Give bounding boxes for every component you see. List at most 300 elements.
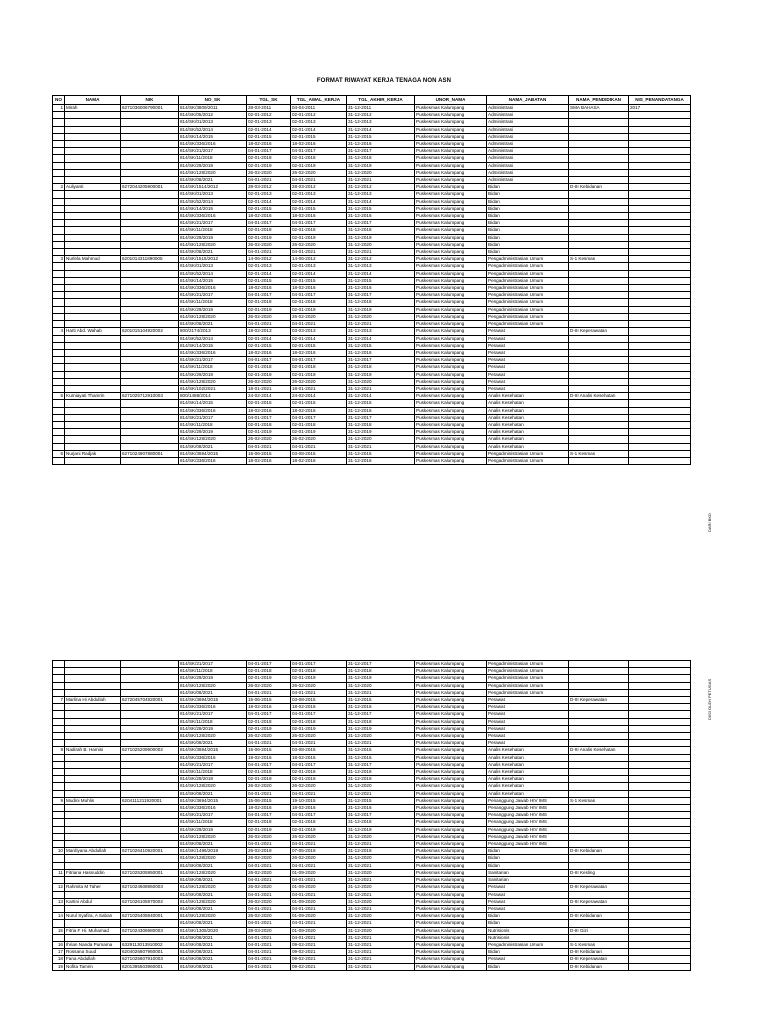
table-cell: 04-01-2017 <box>291 357 347 364</box>
table-cell: Bidan <box>487 249 569 256</box>
table-cell: Puskesmas Kalumpang <box>415 783 487 790</box>
table-cell <box>65 133 121 140</box>
table-cell: 02-01-2019 <box>291 776 347 783</box>
table-cell: 04-01-2021 <box>247 841 291 848</box>
table-cell <box>569 241 629 248</box>
table-cell <box>569 169 629 176</box>
table-cell: 28-03-2020 <box>247 927 291 934</box>
table-cell <box>569 249 629 256</box>
table-cell <box>629 371 691 378</box>
table-cell <box>629 249 691 256</box>
table-cell <box>121 277 179 284</box>
table-cell <box>569 790 629 797</box>
table-cell: 6204026807960001 <box>121 949 179 956</box>
table-cell <box>121 220 179 227</box>
table-cell: D-III Analis Kesehatan <box>569 393 629 400</box>
table-cell: 02-01-2019 <box>291 371 347 378</box>
table-cell <box>53 443 65 450</box>
table-cell <box>65 169 121 176</box>
table-cell: Puskesmas Kalumpang <box>415 689 487 696</box>
table-cell <box>65 220 121 227</box>
table-cell: 814/SK/128/2020 <box>179 869 247 876</box>
table-cell <box>65 342 121 349</box>
table-cell: Analis Kesehatan <box>487 783 569 790</box>
table-cell: Bidan <box>487 949 569 956</box>
table-cell: 814/SK/128/2020 <box>179 169 247 176</box>
table-cell: 814/SK/29/2019 <box>179 776 247 783</box>
table-cell: 814/SK/1496/2019 <box>179 848 247 855</box>
table-cell <box>569 891 629 898</box>
table-cell <box>629 675 691 682</box>
table-cell <box>569 364 629 371</box>
table-cell <box>569 285 629 292</box>
table-cell: Puskesmas Kalumpang <box>415 697 487 704</box>
table-cell: 18-02-2016 <box>291 704 347 711</box>
table-cell: 04-01-2021 <box>247 443 291 450</box>
table-cell: 02-01-2019 <box>291 675 347 682</box>
table-cell <box>629 884 691 891</box>
column-header: NO_SK <box>179 96 247 105</box>
table-cell: 02-01-2019 <box>291 429 347 436</box>
table-cell <box>629 141 691 148</box>
table-cell: 04-01-2021 <box>291 790 347 797</box>
table-cell: Puskesmas Kalumpang <box>415 227 487 234</box>
table-cell: Pengadministrasian Umum <box>487 457 569 464</box>
table-cell: Administrasi <box>487 141 569 148</box>
table-cell <box>121 234 179 241</box>
table-cell: D-III Keperawatan <box>569 328 629 335</box>
table-cell <box>629 256 691 263</box>
table-cell: 814/SK/1305/2020 <box>179 927 247 934</box>
table-cell <box>65 234 121 241</box>
table-cell <box>65 725 121 732</box>
table-cell: 31-12-2021 <box>347 891 415 898</box>
table-cell <box>569 725 629 732</box>
table-cell: 02-01-2019 <box>247 725 291 732</box>
table-cell: Perawat <box>487 364 569 371</box>
table-cell <box>629 357 691 364</box>
table-cell: 02-01-2014 <box>291 126 347 133</box>
table-cell: Nadirah B. Hamisi <box>65 747 121 754</box>
table-cell <box>121 841 179 848</box>
table-cell: Puskesmas Kalumpang <box>415 898 487 905</box>
table-cell: Administrasi <box>487 126 569 133</box>
table-cell <box>629 457 691 464</box>
table-cell: Puskesmas Kalumpang <box>415 249 487 256</box>
table-row <box>53 148 691 155</box>
table-cell <box>65 819 121 826</box>
table-cell: Puskesmas Kalumpang <box>415 241 487 248</box>
table-cell: 24-02-2014 <box>291 393 347 400</box>
column-header: TGL_SK <box>247 96 291 105</box>
table-cell: Puskesmas Kalumpang <box>415 862 487 869</box>
table-cell <box>65 364 121 371</box>
table-cell: Puskesmas Kalumpang <box>415 934 487 941</box>
table-cell: 01-09-2020 <box>291 869 347 876</box>
table-cell: Perawat <box>487 956 569 963</box>
table-cell: Perawat <box>487 328 569 335</box>
table-cell <box>65 833 121 840</box>
table-cell <box>65 920 121 927</box>
table-cell: 18-01-2021 <box>291 385 347 392</box>
table-cell: S-1 Kesmas <box>569 797 629 804</box>
table-cell: Mirah <box>65 105 121 112</box>
table-cell: Fana Abdullah <box>65 956 121 963</box>
table-cell: 26-02-2020 <box>247 241 291 248</box>
table-cell <box>65 457 121 464</box>
table-cell: D-III Kebidanan <box>569 949 629 956</box>
table-cell <box>53 905 65 912</box>
table-cell <box>53 169 65 176</box>
table-cell: 14-06-2012 <box>291 256 347 263</box>
table-cell: Penanggung Jawab HIV IMS <box>487 819 569 826</box>
column-header: NAMA_JABATAN <box>487 96 569 105</box>
table-cell <box>53 249 65 256</box>
column-header: NAMA <box>65 96 121 105</box>
table-cell <box>53 740 65 747</box>
table-cell: 6271025712910003 <box>121 393 179 400</box>
table-row <box>53 675 691 682</box>
table-cell <box>53 133 65 140</box>
table-cell: Mudini Muhlis <box>65 797 121 804</box>
table-cell <box>53 299 65 306</box>
table-cell: Puskesmas Kalumpang <box>415 718 487 725</box>
table-cell <box>65 400 121 407</box>
table-cell <box>65 826 121 833</box>
table-cell <box>569 349 629 356</box>
table-cell: 04-01-2021 <box>247 949 291 956</box>
table-cell: Pengadministrasian Umum <box>487 306 569 313</box>
table-cell: 02-01-2018 <box>247 227 291 234</box>
table-cell: Harti Abd. Wahab <box>65 328 121 335</box>
table-cell: 31-12-2020 <box>347 313 415 320</box>
table-cell: 814/SK/1514/2012 <box>179 184 247 191</box>
table-cell <box>53 385 65 392</box>
table-cell: 31-12-2020 <box>347 169 415 176</box>
table-cell: 26-02-2020 <box>247 869 291 876</box>
table-cell: Puskesmas Kalumpang <box>415 270 487 277</box>
table-cell: 18-02-2016 <box>291 407 347 414</box>
table-cell: Pengadministrasian Umum <box>487 263 569 270</box>
table-cell: 02-01-2018 <box>247 155 291 162</box>
table-row <box>53 443 691 450</box>
table-cell: 02-01-2015 <box>291 133 347 140</box>
table-cell <box>65 357 121 364</box>
table-cell <box>629 783 691 790</box>
table-cell <box>121 119 179 126</box>
table-cell <box>629 833 691 840</box>
table-cell <box>65 790 121 797</box>
table-cell: 11 <box>53 869 65 876</box>
table-cell: Puskesmas Kalumpang <box>415 364 487 371</box>
table-row <box>53 812 691 819</box>
table-cell: Pengadministrasian Umum <box>487 689 569 696</box>
table-cell <box>569 414 629 421</box>
table-cell: Administrasi <box>487 169 569 176</box>
table-cell: Penanggung Jawab HIV IMS <box>487 841 569 848</box>
table-cell: 02-01-2018 <box>247 421 291 428</box>
table-row <box>53 704 691 711</box>
table-cell: 04-01-2017 <box>247 148 291 155</box>
table-cell <box>121 191 179 198</box>
table-row <box>53 162 691 169</box>
table-cell: Perawat <box>487 733 569 740</box>
table-cell: 18-02-2016 <box>247 141 291 148</box>
table-cell <box>569 220 629 227</box>
table-cell: Puskesmas Kalumpang <box>415 414 487 421</box>
table-cell <box>629 697 691 704</box>
table-cell <box>65 385 121 392</box>
table-cell: 02-01-2013 <box>291 119 347 126</box>
table-cell: 02-01-2019 <box>247 675 291 682</box>
table-cell: 18-02-2013 <box>247 328 291 335</box>
table-cell: Puskesmas Kalumpang <box>415 335 487 342</box>
table-cell: 04-01-2021 <box>291 934 347 941</box>
table-cell: 04-01-2021 <box>247 740 291 747</box>
table-cell <box>121 313 179 320</box>
table-cell <box>629 335 691 342</box>
table-cell <box>53 855 65 862</box>
table-cell <box>65 862 121 869</box>
table-cell: 19-10-2015 <box>291 797 347 804</box>
table-cell: 31-12-2015 <box>347 697 415 704</box>
table-cell <box>53 754 65 761</box>
table-cell: 03-08-2015 <box>291 697 347 704</box>
table-cell: 04-01-2021 <box>291 321 347 328</box>
table-row <box>53 385 691 392</box>
table-cell <box>53 704 65 711</box>
table-cell: 04-01-2021 <box>247 177 291 184</box>
table-cell <box>629 342 691 349</box>
table-cell <box>569 148 629 155</box>
table-cell: D-III Keperawatan <box>569 697 629 704</box>
table-cell: 02-01-2019 <box>247 306 291 313</box>
table-cell <box>569 812 629 819</box>
table-cell: 02-01-2018 <box>247 668 291 675</box>
table-cell: 31-12-2016 <box>347 407 415 414</box>
table-cell: 814/SK/08/2021 <box>179 862 247 869</box>
table-cell: Puskesmas Kalumpang <box>415 234 487 241</box>
table-cell <box>53 407 65 414</box>
table-cell: 814/SK/128/2020 <box>179 884 247 891</box>
table-cell: Penanggung Jawab HIV IMS <box>487 812 569 819</box>
table-cell: Administrasi <box>487 162 569 169</box>
table-cell <box>65 436 121 443</box>
table-cell: Puskesmas Kalumpang <box>415 148 487 155</box>
table-cell: 31-12-2021 <box>347 862 415 869</box>
table-cell: 31-12-2019 <box>347 162 415 169</box>
table-cell: 02-01-2019 <box>247 826 291 833</box>
table-cell <box>629 927 691 934</box>
table-cell <box>629 740 691 747</box>
table-cell <box>53 378 65 385</box>
table-cell <box>629 862 691 869</box>
table-cell: Pengadministrasian Umum <box>487 675 569 682</box>
table-cell: 26-02-2020 <box>291 855 347 862</box>
table-cell: 26-02-2020 <box>291 833 347 840</box>
table-cell: D-III Gizi <box>569 927 629 934</box>
table-row <box>53 747 691 754</box>
table-cell: 18-02-2016 <box>247 407 291 414</box>
table-cell <box>121 718 179 725</box>
table-cell <box>121 285 179 292</box>
table-cell: Puskesmas Kalumpang <box>415 436 487 443</box>
table-cell: 31-12-2021 <box>347 385 415 392</box>
table-cell <box>53 776 65 783</box>
table-cell <box>629 169 691 176</box>
table-cell <box>65 443 121 450</box>
table-row <box>53 328 691 335</box>
table-row <box>53 913 691 920</box>
table-row <box>53 725 691 732</box>
table-cell <box>629 689 691 696</box>
table-cell: Bidan <box>487 184 569 191</box>
table-cell: 814/SK/336/2016 <box>179 141 247 148</box>
table-cell <box>569 436 629 443</box>
table-cell: Puskesmas Kalumpang <box>415 126 487 133</box>
table-body <box>53 661 691 971</box>
table-cell <box>65 877 121 884</box>
table-cell: 02-01-2018 <box>247 769 291 776</box>
table-cell: 814/SK/29/2019 <box>179 234 247 241</box>
table-cell: 31-12-2017 <box>347 711 415 718</box>
table-cell <box>629 436 691 443</box>
table-cell <box>121 385 179 392</box>
table-cell: 814/SK/14/2015 <box>179 400 247 407</box>
table-cell <box>53 421 65 428</box>
table-cell: 814/SK/14/2015 <box>179 133 247 140</box>
table-cell: 31-12-2017 <box>347 220 415 227</box>
table-cell: Puskesmas Kalumpang <box>415 941 487 948</box>
table-cell: 04-01-2017 <box>247 357 291 364</box>
table-cell: Pengadministrasian Umum <box>487 682 569 689</box>
table-cell <box>629 776 691 783</box>
table-cell <box>53 400 65 407</box>
table-cell: 31-12-2021 <box>347 949 415 956</box>
table-cell: 02-01-2015 <box>291 400 347 407</box>
table-row <box>53 292 691 299</box>
table-cell: Perawat <box>487 898 569 905</box>
table-row <box>53 313 691 320</box>
table-cell: 02-01-2014 <box>247 335 291 342</box>
table-cell: 814/SK/1515/2012 <box>179 256 247 263</box>
table-cell: 7 <box>53 697 65 704</box>
table-cell: 814/SK/08/2021 <box>179 963 247 970</box>
table-cell <box>65 162 121 169</box>
table-cell: 31-12-2018 <box>347 364 415 371</box>
table-cell: 31-12-2021 <box>347 740 415 747</box>
table-cell <box>629 891 691 898</box>
table-row <box>53 299 691 306</box>
table-cell: 14-06-2012 <box>247 256 291 263</box>
table-cell <box>65 704 121 711</box>
column-header: NIS_PENANDATANGA <box>629 96 691 105</box>
table-cell: 31-12-2013 <box>347 328 415 335</box>
table-cell: 04-01-2021 <box>247 790 291 797</box>
table-cell <box>121 241 179 248</box>
table-cell: 814/SK/29/2019 <box>179 371 247 378</box>
table-cell: 26-02-2020 <box>291 682 347 689</box>
table-cell <box>629 112 691 119</box>
table-cell: Pengadministrasian Umum <box>487 256 569 263</box>
table-row <box>53 869 691 876</box>
table-cell <box>629 841 691 848</box>
table-cell: 02-01-2015 <box>247 277 291 284</box>
table-cell: Bidan <box>487 227 569 234</box>
table-cell: Puskesmas Kalumpang <box>415 292 487 299</box>
table-cell <box>53 833 65 840</box>
table-cell <box>569 457 629 464</box>
table-cell: Pengadministrasian Umum <box>487 321 569 328</box>
table-row <box>53 112 691 119</box>
table-cell: 04-01-2017 <box>247 661 291 668</box>
table-cell: 814/SK/11/2018 <box>179 155 247 162</box>
table-cell <box>65 277 121 284</box>
table-cell: 814/SK/336/2016 <box>179 704 247 711</box>
table-cell: Puskesmas Kalumpang <box>415 105 487 112</box>
table-cell: Puskesmas Kalumpang <box>415 661 487 668</box>
table-cell <box>569 400 629 407</box>
table-cell: 02-01-2018 <box>291 299 347 306</box>
table-cell: 31-12-2020 <box>347 869 415 876</box>
table-cell: Puskesmas Kalumpang <box>415 155 487 162</box>
table-cell: Analis Kesehatan <box>487 754 569 761</box>
table-cell: 814/SK/336/2016 <box>179 213 247 220</box>
table-cell: Bidan <box>487 241 569 248</box>
table-cell: 814/SK/21/2017 <box>179 661 247 668</box>
table-cell: Puskesmas Kalumpang <box>415 429 487 436</box>
table-cell: Puskesmas Kalumpang <box>415 884 487 891</box>
table-cell: 02-01-2015 <box>291 205 347 212</box>
table-cell: 02-01-2014 <box>247 270 291 277</box>
table-cell: Puskesmas Kalumpang <box>415 877 487 884</box>
table-cell: Kurniayati Thamrin <box>65 393 121 400</box>
table-cell <box>569 378 629 385</box>
table-cell: Bidan <box>487 234 569 241</box>
table-cell: 02-01-2015 <box>247 400 291 407</box>
table-cell: 04-01-2021 <box>291 740 347 747</box>
table-cell: Puskesmas Kalumpang <box>415 198 487 205</box>
table-cell: 26-02-2020 <box>291 169 347 176</box>
table-cell <box>65 198 121 205</box>
table-cell: 814/SK/52/2014 <box>179 335 247 342</box>
table-cell: 31-12-2013 <box>347 263 415 270</box>
table-cell: 02-01-2013 <box>291 263 347 270</box>
table-row <box>53 848 691 855</box>
table-cell <box>65 754 121 761</box>
table-cell <box>569 342 629 349</box>
table-cell: 31-12-2015 <box>347 450 415 457</box>
table-cell: 31-12-2015 <box>347 400 415 407</box>
table-row <box>53 927 691 934</box>
table-row <box>53 414 691 421</box>
table-cell <box>121 155 179 162</box>
table-cell: Marlina Hi Abdullah <box>65 697 121 704</box>
table-row <box>53 884 691 891</box>
table-cell <box>65 306 121 313</box>
table-cell: 18-02-2016 <box>291 213 347 220</box>
table-cell <box>53 306 65 313</box>
table-cell: Puskesmas Kalumpang <box>415 177 487 184</box>
table-cell <box>53 790 65 797</box>
table-cell <box>53 429 65 436</box>
table-row <box>53 436 691 443</box>
table-cell <box>629 877 691 884</box>
table-cell: 31-12-2017 <box>347 812 415 819</box>
table-cell <box>629 292 691 299</box>
table-cell: 814/SK/21/2017 <box>179 711 247 718</box>
table-cell: 814/SK/11/2018 <box>179 364 247 371</box>
